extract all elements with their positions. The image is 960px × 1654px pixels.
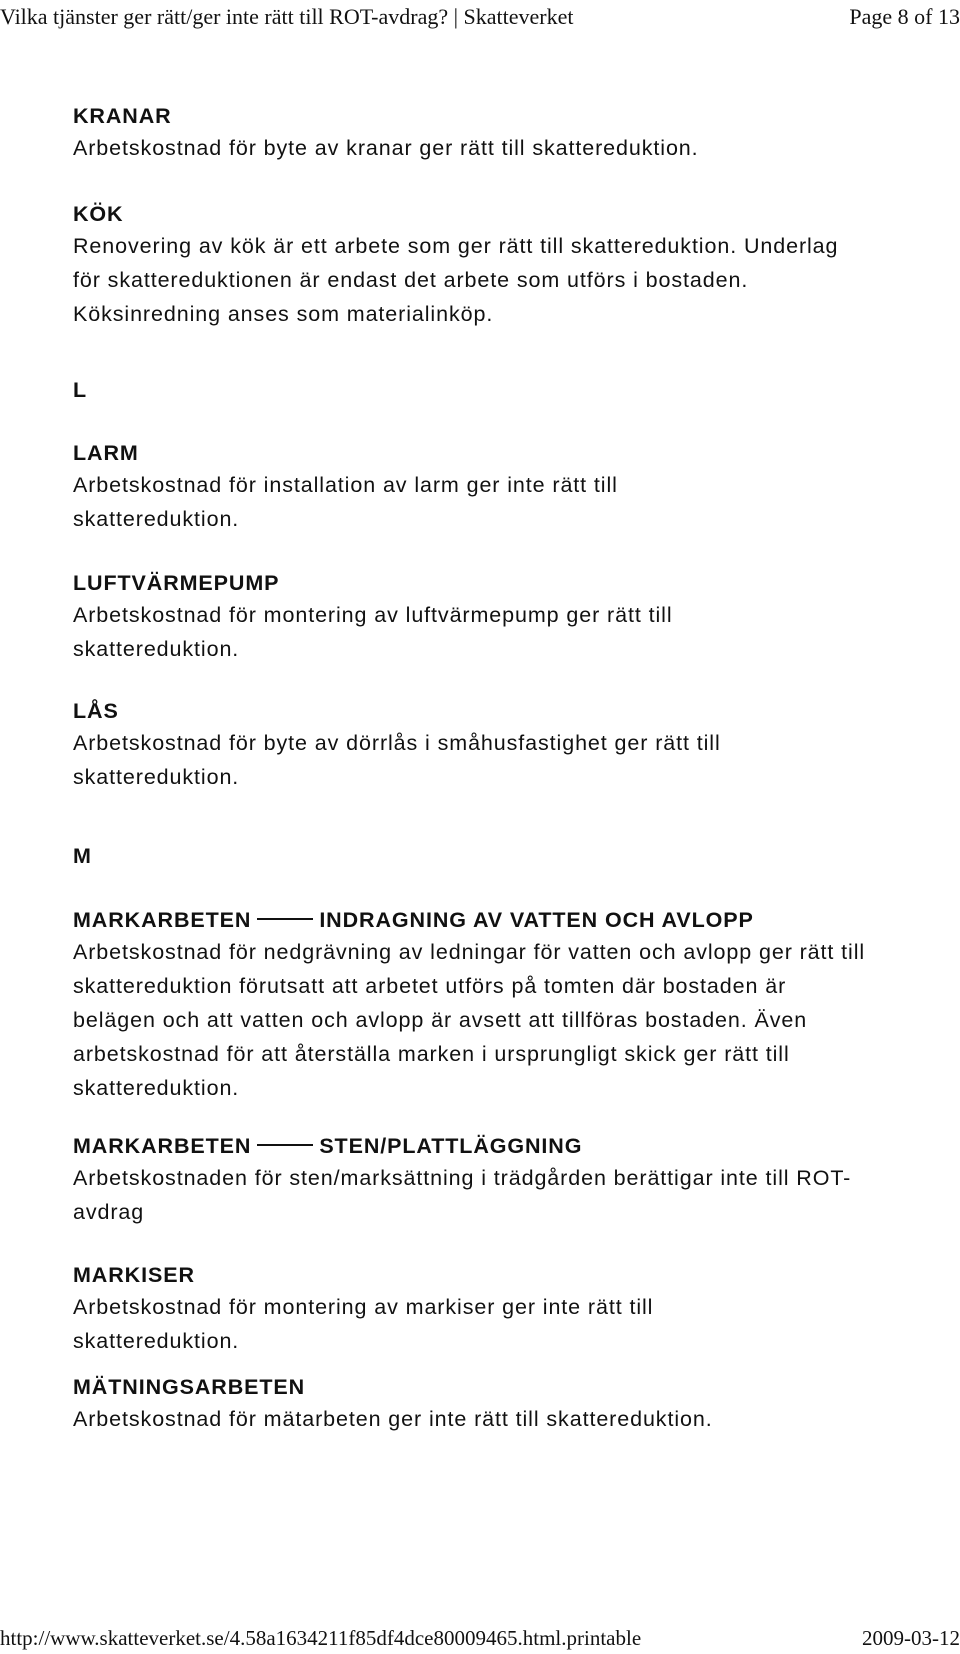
em-dash [257, 1144, 313, 1146]
section-text-kranar: Arbetskostnad för byte av kranar ger rätt till skattereduktion. [73, 136, 699, 160]
section-heading-las: LÅS [73, 699, 119, 723]
section-text-markarbeten-sten: Arbetskostnaden för sten/marksättning i trädgården berättigar inte till ROT-avdrag [73, 1166, 852, 1224]
heading-part-a: MARKARBETEN [73, 1134, 252, 1158]
section-text-matningsarbeten: Arbetskostnad för mätarbeten ger inte rätt till skattereduktion. [73, 1407, 713, 1431]
page-number: Page 8 of 13 [849, 4, 960, 29]
heading-part-b: INDRAGNING AV VATTEN OCH AVLOPP [319, 908, 754, 932]
page-header [0, 0, 960, 40]
section-text-kok: Renovering av kök är ett arbete som ger rätt till skattereduktion. Underlag för skattereduktionen är endast det arbete som utförs i bostaden. Köksinredning anses som materialinköp. [73, 234, 839, 326]
heading-part-b: STEN/PLATTLÄGGNING [319, 1134, 583, 1158]
em-dash [257, 918, 313, 920]
section-heading-luftvarmepump: LUFTVÄRMEPUMP [73, 571, 280, 595]
section-heading-markarbeten-vatten [73, 903, 754, 937]
section-text-larm: Arbetskostnad för installation av larm ger inte rätt till skattereduktion. [73, 473, 618, 531]
section-text-markiser: Arbetskostnad för montering av markiser ger inte rätt till skattereduktion. [73, 1295, 654, 1353]
document-title: Vilka tjänster ger rätt/ger inte rätt till ROT-avdrag? | Skatteverket [0, 4, 574, 29]
section-heading-kok: KÖK [73, 202, 124, 226]
section-text-luftvarmepump: Arbetskostnad för montering av luftvärmepump ger rätt till skattereduktion. [73, 603, 673, 661]
section-text-las: Arbetskostnad för byte av dörrlås i småhusfastighet ger rätt till skattereduktion. [73, 731, 721, 789]
heading-part-a: MARKARBETEN [73, 908, 252, 932]
page-footer [0, 1626, 960, 1654]
letter-divider-m: M [73, 844, 92, 868]
letter-divider-l: L [73, 378, 88, 402]
section-text-markarbeten-vatten: Arbetskostnad för nedgrävning av ledningar för vatten och avlopp ger rätt till skattereduktion förutsatt att arbetet utförs på tomten där bostaden är belägen och att vatten och avlopp är avsett att tillföras bostaden. Även arbetskostnad för att återställa marken i ursprungligt skick ger rätt till skattereduktion. [73, 940, 866, 1100]
section-heading-markarbeten-sten [73, 1129, 582, 1163]
section-heading-markiser: MARKISER [73, 1263, 195, 1287]
section-heading-kranar: KRANAR [73, 104, 172, 128]
print-date: 2009-03-12 [862, 1626, 960, 1650]
section-heading-matningsarbeten: MÄTNINGSARBETEN [73, 1375, 306, 1399]
section-heading-larm: LARM [73, 441, 139, 465]
page-url: http://www.skatteverket.se/4.58a1634211f85df4dce80009465.html.printable [0, 1626, 642, 1650]
